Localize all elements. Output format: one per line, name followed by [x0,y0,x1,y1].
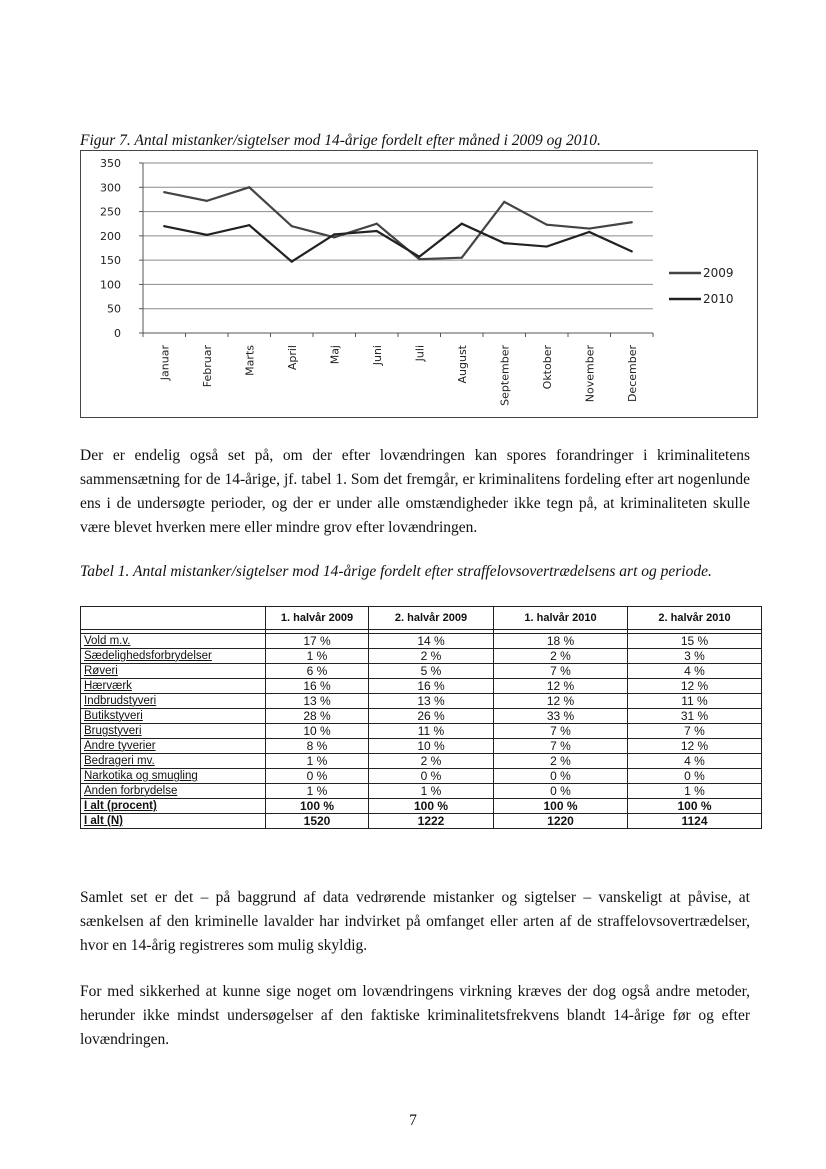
table-cell: 1220 [494,814,628,829]
paragraph-2: Samlet set er det – på baggrund af data vedrørende mistanker og sigtelser – vanskeligt at påvise, at sænkelsen af den kriminelle lavalder har indvirket på omfanget eller arten af de straffelovsovertrædelser, hvor en 14-årig registreres som mulig skyldig. [80,889,750,954]
x-tick-label: Januar [158,345,172,381]
x-tick-label: April [285,345,299,371]
data-point [248,186,250,188]
figure-caption: Figur 7. Antal mistanker/sigtelser mod 14-årige fordelt efter måned i 2009 og 2010. [80,132,601,149]
x-tick-label: Marts [243,345,257,376]
table-cell: 100 % [494,799,628,814]
column-header: 1. halvår 2010 [494,607,628,630]
row-label: Hærværk [81,679,266,694]
table-cell: 10 % [266,724,369,739]
y-tick-label: 250 [100,205,121,219]
table-row [81,664,762,679]
table-cell: 100 % [628,799,762,814]
page-number: 7 [409,1112,417,1129]
table-cell: 12 % [628,679,762,694]
data-point [588,231,590,233]
table-cell: 18 % [494,634,628,649]
table-cell: 16 % [369,679,494,694]
data-point [333,236,335,238]
table-cell: 11 % [369,724,494,739]
data-point [588,227,590,229]
table-cell: 1222 [369,814,494,829]
table-cell: 2 % [494,649,628,664]
table-cell: 2 % [494,754,628,769]
row-label: Indbrudstyveri [81,694,266,709]
offence-table [80,606,762,829]
table-cell: 0 % [494,769,628,784]
table-cell: 1 % [266,649,369,664]
data-point [206,234,208,236]
series-line-2010 [164,224,632,262]
table-cell: 5 % [369,664,494,679]
table-cell: 14 % [369,634,494,649]
row-label: Brugstyveri [81,724,266,739]
table-cell: 7 % [494,739,628,754]
data-point [333,233,335,235]
data-point [546,224,548,226]
table-cell: 12 % [494,694,628,709]
table-cell: 16 % [266,679,369,694]
table-cell: 100 % [369,799,494,814]
row-label: Butikstyveri [81,709,266,724]
table-caption: Tabel 1. Antal mistanker/sigtelser mod 14-årige fordelt efter straffelovsovertrædelsens art og periode. [80,563,712,580]
paragraph-1: Der er endelig også set på, om der efter lovændringen kan spores forandringer i kriminalitetens sammensætning for de 14-årige, jf. tabel 1. Som det fremgår, er kriminalitens fordeling efter art nogenlunde ens i de undersøgte perioder, og der er under alle omstændigheder ikke tegn på, at kriminaliteten skulle være blevet hverken mere eller mindre grov efter lovændringen. [80,447,750,536]
table-cell: 17 % [266,634,369,649]
table-cell: 1 % [628,784,762,799]
table-cell: 1 % [266,784,369,799]
x-tick-label: November [583,345,597,403]
row-label: Vold m.v. [81,634,266,649]
table-cell: 13 % [369,694,494,709]
data-point [631,250,633,252]
table-cell: 10 % [369,739,494,754]
data-point [503,242,505,244]
column-header: 2. halvår 2009 [369,607,494,630]
data-point [376,223,378,225]
table-cell: 31 % [628,709,762,724]
x-tick-label: Oktober [540,345,554,390]
x-tick-label: December [625,345,639,403]
table-header-row [81,607,762,630]
table-row [81,769,762,784]
data-point [503,201,505,203]
table-row [81,814,762,829]
row-label: Sædelighedsforbrydelser [81,649,266,664]
row-label: Narkotika og smugling [81,769,266,784]
data-point [461,223,463,225]
table-cell: 1520 [266,814,369,829]
data-point [461,257,463,259]
data-point [163,191,165,193]
column-header: 1. halvår 2009 [266,607,369,630]
column-header [81,607,266,630]
table-cell: 1 % [369,784,494,799]
legend-label: 2009 [703,266,734,280]
table-cell: 11 % [628,694,762,709]
line-chart [80,150,758,418]
data-point [291,261,293,263]
data-point [248,224,250,226]
x-tick-label: September [498,345,512,406]
y-tick-label: 300 [100,181,121,195]
table-cell: 0 % [369,769,494,784]
x-tick-label: Juni [370,345,384,366]
table-cell: 6 % [266,664,369,679]
table-cell: 8 % [266,739,369,754]
table-row [81,724,762,739]
row-label: I alt (N) [81,814,266,829]
table-cell: 12 % [628,739,762,754]
table-cell: 33 % [494,709,628,724]
table-cell: 0 % [494,784,628,799]
legend-label: 2010 [703,292,734,306]
y-tick-label: 150 [100,254,121,268]
series-line-2009 [164,187,632,259]
row-label: Røveri [81,664,266,679]
chart-svg [81,151,759,419]
table-cell: 2 % [369,649,494,664]
table-cell: 4 % [628,754,762,769]
table-cell: 1124 [628,814,762,829]
y-tick-label: 200 [100,229,121,243]
table-cell: 15 % [628,634,762,649]
table-row [81,784,762,799]
y-tick-label: 0 [114,327,121,340]
table-row [81,754,762,769]
table-cell: 28 % [266,709,369,724]
x-tick-label: Maj [328,345,342,365]
y-tick-label: 50 [107,302,121,316]
table-row [81,679,762,694]
table-cell: 2 % [369,754,494,769]
table-cell: 13 % [266,694,369,709]
table-row [81,634,762,649]
table-cell: 4 % [628,664,762,679]
x-tick-label: Februar [200,345,214,388]
x-tick-label: August [455,345,469,384]
paragraph-3: For med sikkerhed at kunne sige noget om lovændringens virkning kræves der dog også andre metoder, herunder ikke mindst undersøgelser af den faktiske kriminalitetsfrekvens blandt 14-årige før og efter lovændringen. [80,983,750,1048]
table-cell: 12 % [494,679,628,694]
data-point [291,225,293,227]
table-cell: 0 % [628,769,762,784]
table-cell: 26 % [369,709,494,724]
data-point [631,221,633,223]
y-tick-label: 350 [100,157,121,170]
data-point [418,256,420,258]
y-tick-label: 100 [100,278,121,292]
table-row [81,709,762,724]
row-label: Andre tyverier [81,739,266,754]
table-row [81,649,762,664]
column-header: 2. halvår 2010 [628,607,762,630]
data-point [376,230,378,232]
data-point [418,258,420,260]
data-point [546,245,548,247]
table-cell: 0 % [266,769,369,784]
table-cell: 7 % [494,664,628,679]
table-cell: 3 % [628,649,762,664]
table-cell: 7 % [628,724,762,739]
row-label: Bedrageri mv. [81,754,266,769]
row-label: I alt (procent) [81,799,266,814]
data-point [206,200,208,202]
table-cell: 100 % [266,799,369,814]
table-cell: 1 % [266,754,369,769]
table-row [81,739,762,754]
data-point [163,225,165,227]
table-cell: 7 % [494,724,628,739]
table-row [81,694,762,709]
row-label: Anden forbrydelse [81,784,266,799]
table-row [81,799,762,814]
x-tick-label: Juli [413,345,427,362]
